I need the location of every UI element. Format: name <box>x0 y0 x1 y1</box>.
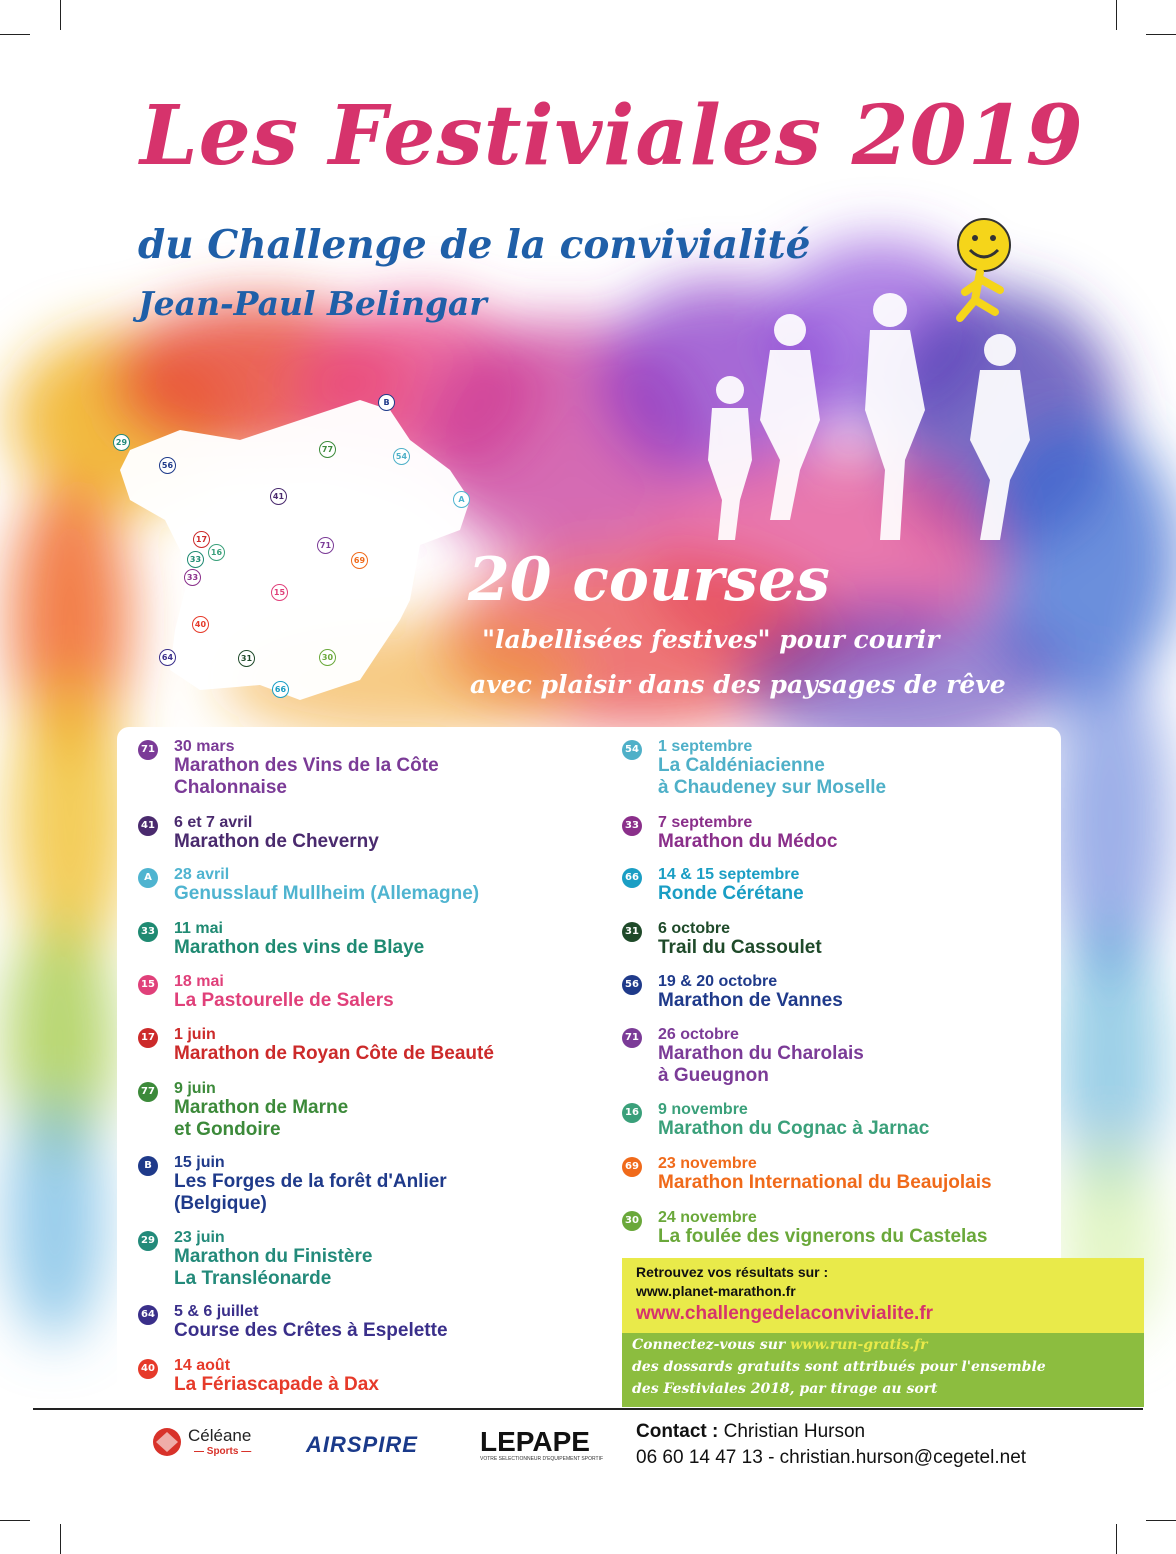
poster-author: Jean-Paul Belingar <box>138 284 487 323</box>
event-date: 7 septembre <box>658 814 753 831</box>
map-badge: B <box>378 394 395 411</box>
event-date: 23 novembre <box>658 1155 757 1172</box>
headline: 20 courses <box>468 545 830 615</box>
event-badge: 29 <box>138 1231 158 1251</box>
event-date: 18 mai <box>174 973 224 990</box>
event-badge: 54 <box>622 740 642 760</box>
map-badge: 41 <box>270 488 287 505</box>
map-badge: 33 <box>187 551 204 568</box>
event-badge: 71 <box>138 740 158 760</box>
event-name-line-2: à Chaudeney sur Moselle <box>658 777 887 798</box>
airspire-logo: AIRSPIRE <box>306 1432 418 1457</box>
event-name: Marathon de Vannes <box>658 990 843 1011</box>
contact-line-2[interactable]: 06 60 14 47 13 - christian.hurson@cegetel.net <box>636 1447 1027 1468</box>
contact-line-1 <box>636 1421 865 1443</box>
event-date: 11 mai <box>174 920 223 937</box>
event-badge: 71 <box>622 1028 642 1048</box>
footer-divider <box>33 1408 1143 1410</box>
event-name: Marathon de Cheverny <box>174 831 379 852</box>
event-badge: 31 <box>622 922 642 942</box>
event-badge: 17 <box>138 1028 158 1048</box>
event-name-line-2: La Transléonarde <box>174 1268 332 1289</box>
contact-label: Contact : <box>636 1421 719 1442</box>
event-name: La foulée des vignerons du Castelas <box>658 1226 988 1247</box>
event-badge: 69 <box>622 1157 642 1177</box>
event-badge: 77 <box>138 1082 158 1102</box>
map-badge: 29 <box>113 434 130 451</box>
event-name: La Fériascapade à Dax <box>174 1374 379 1395</box>
event-badge: 56 <box>622 975 642 995</box>
event-name: Course des Crêtes à Espelette <box>174 1320 448 1341</box>
tagline-2: avec plaisir dans des paysages de rêve <box>470 670 1006 699</box>
event-badge: A <box>138 868 158 888</box>
results-label: Retrouvez vos résultats sur : <box>636 1264 829 1280</box>
map-badge: 56 <box>159 457 176 474</box>
map-badge: 33 <box>184 569 201 586</box>
event-name: Marathon des Vins de la Côte <box>174 755 439 776</box>
promo-line-2: des dossards gratuits sont attribués pour l'ensemble <box>632 1359 1046 1375</box>
event-name: Marathon du Médoc <box>658 831 838 852</box>
results-link-challenge[interactable]: www.challengedelaconvivialite.fr <box>636 1303 934 1324</box>
map-badge: 17 <box>193 531 210 548</box>
map-badge: 71 <box>317 537 334 554</box>
event-badge: 16 <box>622 1103 642 1123</box>
event-date: 30 mars <box>174 738 235 755</box>
event-name-line-2: Chalonnaise <box>174 777 287 798</box>
event-date: 9 novembre <box>658 1101 748 1118</box>
event-date: 1 juin <box>174 1026 216 1043</box>
celeane-sub: — Sports — <box>194 1446 252 1457</box>
map-badge: 40 <box>192 616 209 633</box>
event-badge: 64 <box>138 1305 158 1325</box>
event-name: La Caldéniacienne <box>658 755 825 776</box>
results-link-planet[interactable]: www.planet-marathon.fr <box>636 1283 796 1299</box>
event-name: Marathon International du Beaujolais <box>658 1172 992 1193</box>
event-badge: 40 <box>138 1359 158 1379</box>
event-date: 5 & 6 juillet <box>174 1303 259 1320</box>
lepape-logo <box>480 1426 603 1462</box>
lepape-sub: VOTRE SELECTIONNEUR D'EQUIPEMENT SPORTIF <box>480 1456 604 1462</box>
event-date: 6 octobre <box>658 920 731 937</box>
event-date: 24 novembre <box>658 1209 757 1226</box>
map-badge: 31 <box>238 650 255 667</box>
event-date: 9 juin <box>174 1080 216 1097</box>
event-date: 26 octobre <box>658 1026 739 1043</box>
event-name-line-2: (Belgique) <box>174 1193 267 1214</box>
event-name: Marathon du Charolais <box>658 1043 864 1064</box>
map-badge: A <box>453 491 470 508</box>
event-name: Les Forges de la forêt d'Anlier <box>174 1171 447 1192</box>
event-date: 19 & 20 octobre <box>658 973 778 990</box>
event-name: Trail du Cassoulet <box>658 937 822 958</box>
celeane-icon <box>148 1426 186 1458</box>
event-name: Ronde Cérétane <box>658 883 804 904</box>
event-name: Marathon du Cognac à Jarnac <box>658 1118 930 1139</box>
promo-line-3: des Festiviales 2018, par tirage au sort <box>632 1381 938 1397</box>
poster-subtitle: du Challenge de la convivialité <box>138 222 811 268</box>
event-date: 14 août <box>174 1357 231 1374</box>
event-date: 23 juin <box>174 1229 225 1246</box>
map-badge: 16 <box>208 544 225 561</box>
celeane-name: Céléane <box>188 1426 252 1445</box>
event-badge: 30 <box>622 1211 642 1231</box>
event-badge: 41 <box>138 816 158 836</box>
event-badge: B <box>138 1156 158 1176</box>
promo-box <box>622 1333 1144 1407</box>
lepape-name: LEPAPE <box>480 1426 590 1457</box>
event-badge: 15 <box>138 975 158 995</box>
results-box <box>622 1258 1144 1333</box>
map-badge: 77 <box>319 441 336 458</box>
map-badge: 69 <box>351 552 368 569</box>
event-name-line-2: et Gondoire <box>174 1119 281 1140</box>
map-badge: 54 <box>393 448 410 465</box>
event-name: Marathon des vins de Blaye <box>174 937 425 958</box>
event-name: Marathon de Royan Côte de Beauté <box>174 1043 494 1064</box>
event-badge: 33 <box>138 922 158 942</box>
map-badge: 15 <box>271 584 288 601</box>
tagline-1: "labellisées festives" pour courir <box>482 625 940 654</box>
event-date: 15 juin <box>174 1154 225 1171</box>
celeane-logo <box>148 1426 252 1462</box>
promo-line-1 <box>632 1337 927 1353</box>
map-badge: 66 <box>272 681 289 698</box>
event-badge: 66 <box>622 868 642 888</box>
event-date: 28 avril <box>174 866 230 883</box>
contact-name: Christian Hurson <box>723 1421 866 1442</box>
event-date: 14 & 15 septembre <box>658 866 800 883</box>
event-date: 1 septembre <box>658 738 753 755</box>
promo-prefix: Connectez-vous sur <box>632 1337 791 1353</box>
poster-title: Les Festiviales 2019 <box>140 88 1084 184</box>
map-badge: 64 <box>159 649 176 666</box>
event-name: Marathon de Marne <box>174 1097 349 1118</box>
event-date: 6 et 7 avril <box>174 814 253 831</box>
promo-link[interactable]: www.run-gratis.fr <box>790 1337 928 1353</box>
event-name: Genusslauf Mullheim (Allemagne) <box>174 883 480 904</box>
event-name: La Pastourelle de Salers <box>174 990 394 1011</box>
map-badge: 30 <box>319 649 336 666</box>
event-name-line-2: à Gueugnon <box>658 1065 769 1086</box>
event-name: Marathon du Finistère <box>174 1246 373 1267</box>
event-badge: 33 <box>622 816 642 836</box>
